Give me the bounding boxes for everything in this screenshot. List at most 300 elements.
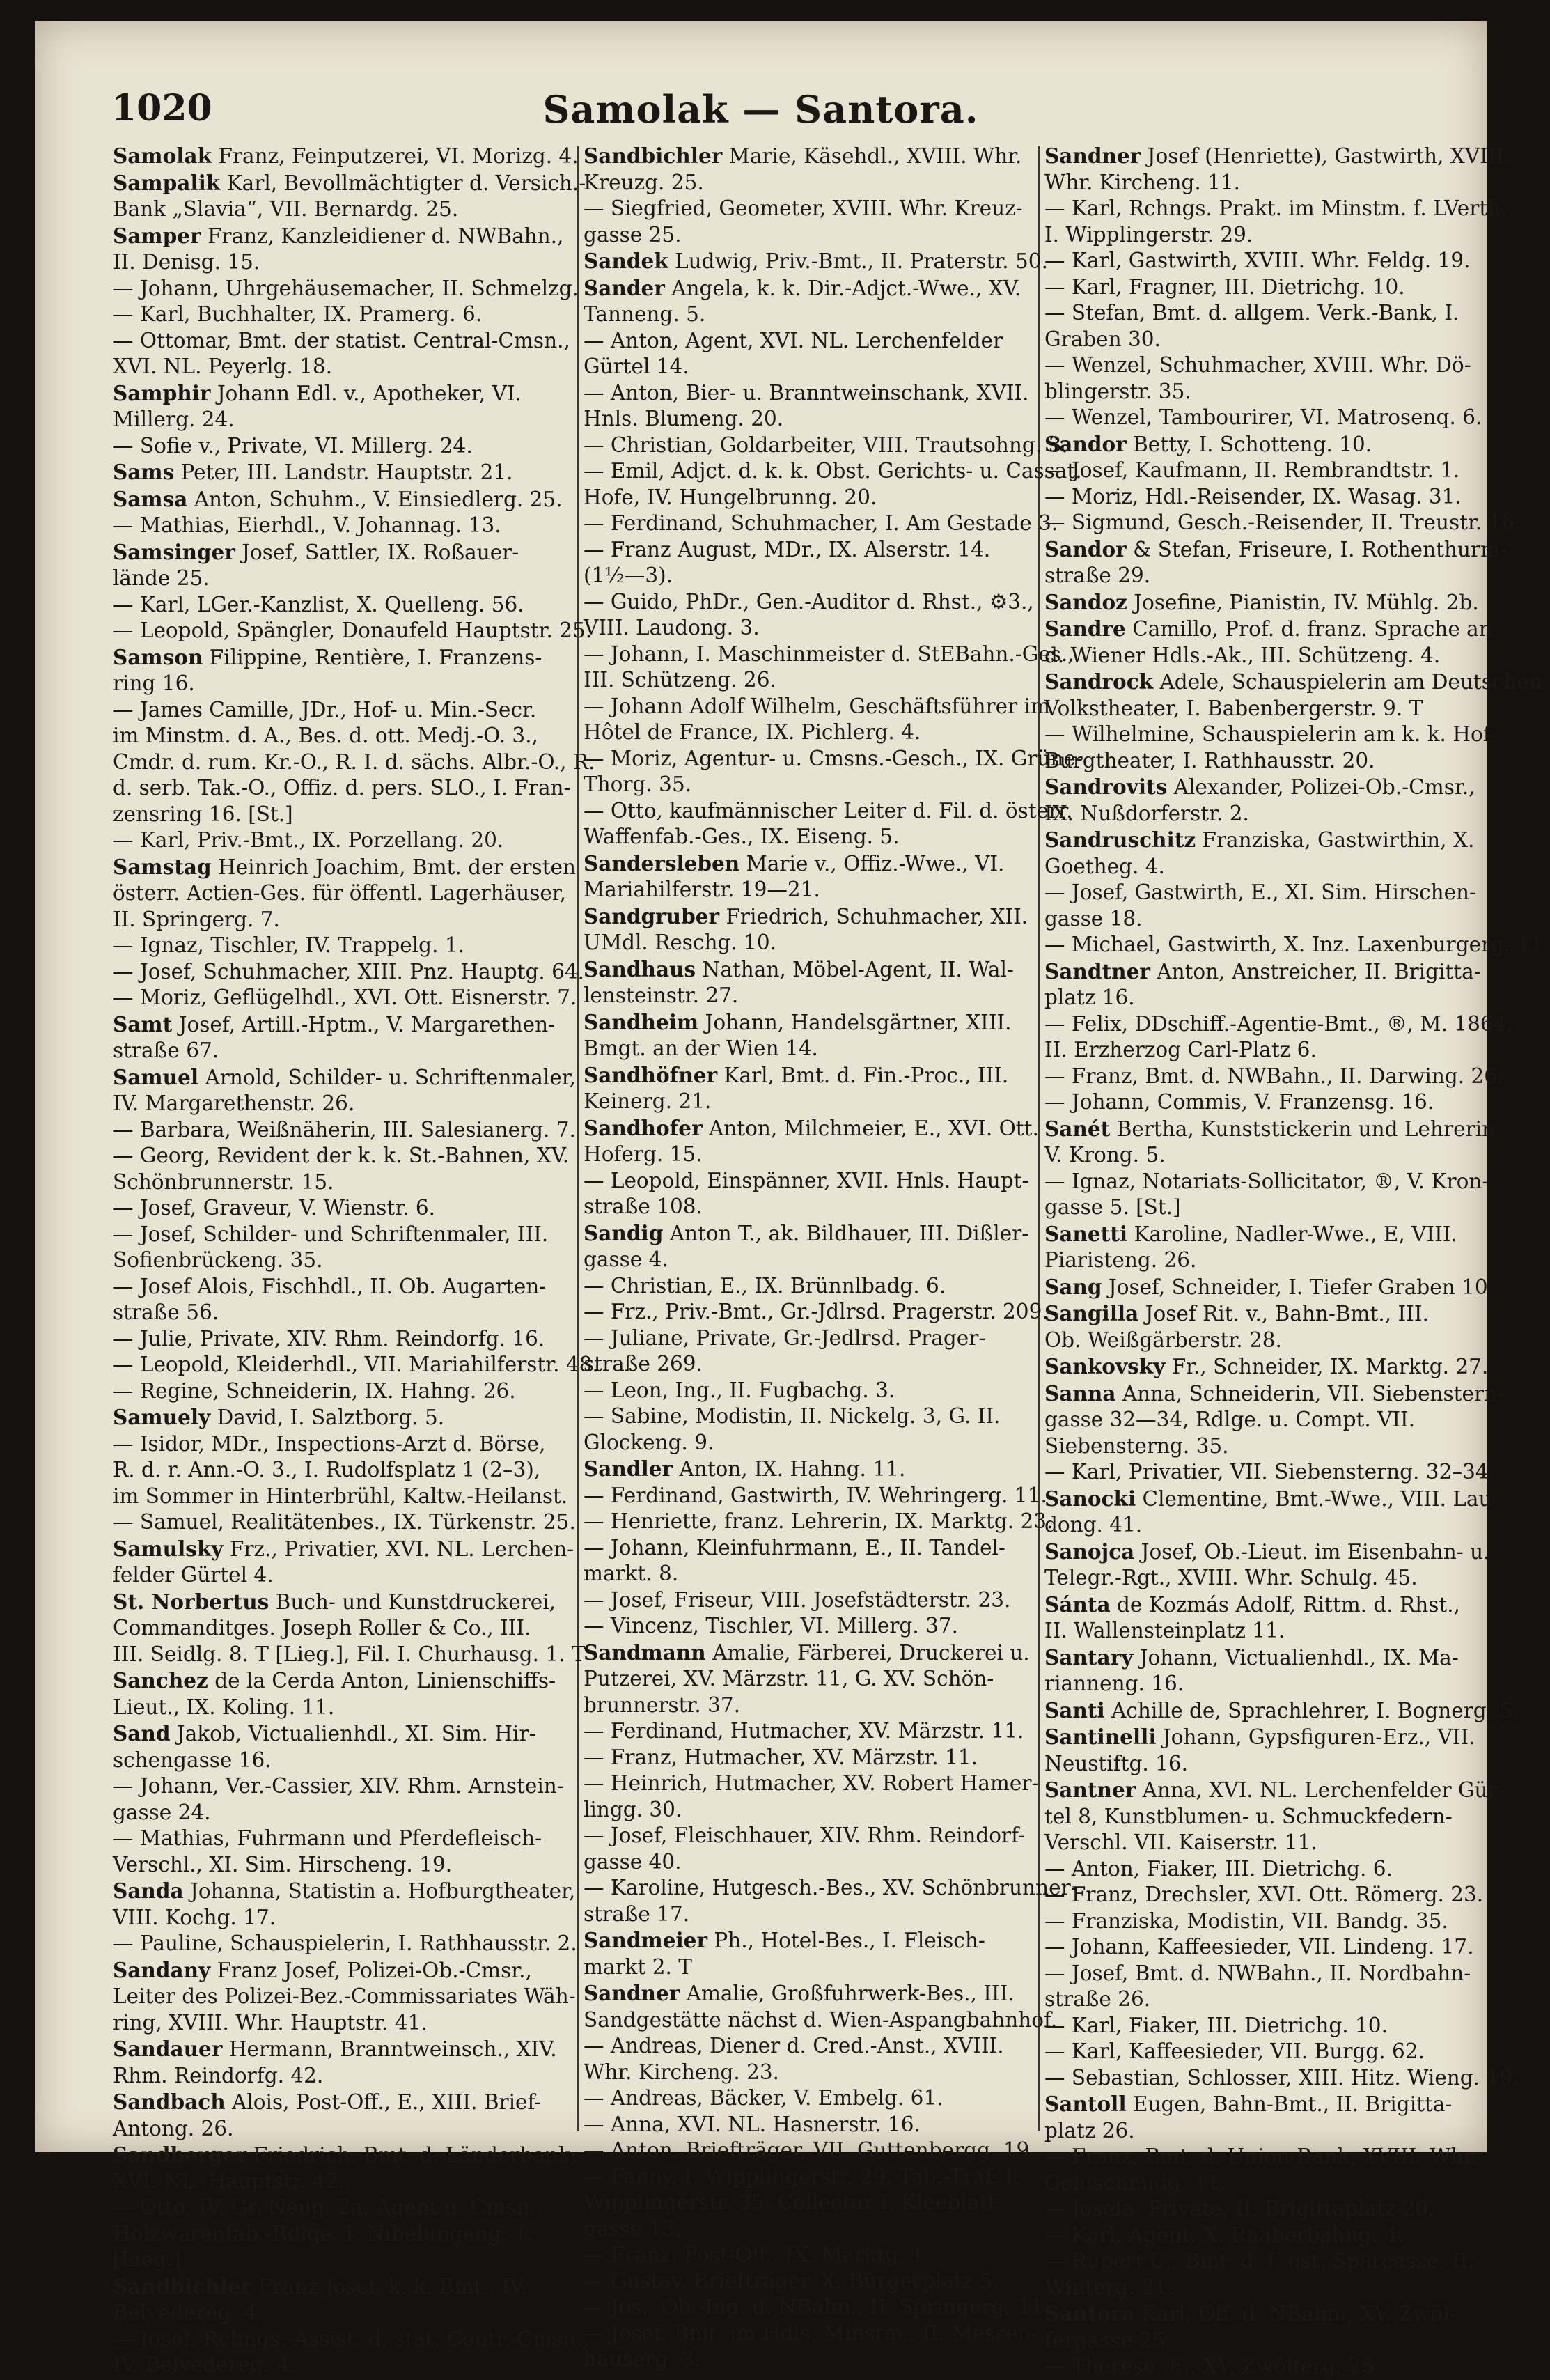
entry-heading-line — [1044, 774, 1497, 801]
entry-line — [1044, 563, 1497, 589]
entry-line — [1044, 906, 1497, 933]
entry-text: Putzerei, XV. Märzstr. 11, G. XV. Schön- — [584, 1667, 994, 1690]
entry-line — [1044, 1961, 1497, 1987]
entry-text: — Johann, Kaffeesieder, VII. Lindeng. 17. — [1044, 1935, 1474, 1959]
entry-text: lingg. 30. — [584, 1797, 682, 1821]
entry-text: VIII. Laudong. 3. — [584, 616, 760, 639]
surname: Samsa — [113, 486, 188, 511]
entry-text: Antong. 26. — [113, 2116, 234, 2140]
entry-text: Hoferg. 15. — [584, 1142, 703, 1166]
entry-text: — Anton, Briefträger, VII. Guttenbergg. 19. — [584, 2138, 1036, 2162]
entry-line — [1044, 458, 1497, 484]
entry-text: — Johann, Uhrgehäusemacher, II. Schmelzg. 3. — [113, 276, 605, 300]
entry-line — [584, 1718, 1036, 1745]
entry-text: Keinerg. 21. — [584, 1089, 712, 1113]
entry-line — [1044, 1247, 1497, 1274]
entry-heading-line — [1044, 2091, 1497, 2118]
entry-line — [1044, 2223, 1497, 2249]
surname: Sandek — [584, 249, 668, 273]
entry-line — [1044, 1934, 1497, 1961]
entry-text: — Karl, Priv.-Bmt., IX. Porzellang. 20. — [113, 828, 504, 852]
entry-heading-line — [584, 956, 1036, 983]
surname: Samolak — [113, 143, 212, 168]
entry-heading-line — [584, 143, 1036, 170]
entry-line — [584, 1954, 1036, 1981]
entry-text: — Johann, Ver.-Cassier, XIV. Rhm. Arnstein- — [113, 1774, 564, 1798]
entry-text: — Therese, E., XV. Zwölferg. 25. — [1044, 2354, 1381, 2378]
entry-text: Josef, Schneider, I. Tiefer Graben 10. — [1102, 1275, 1494, 1299]
entry-text: II. Erzherzog Carl-Platz 6. — [1044, 1038, 1317, 1061]
page-number: 1020 — [111, 87, 212, 130]
entry-text: — Franz, Bmt. d. Union-Bank, XVIII. Whr. — [1044, 2145, 1478, 2168]
entry-line — [1044, 1407, 1497, 1433]
surname: Sang — [1044, 1274, 1102, 1299]
entry-text: Amalie, Färberei, Druckerei u. — [705, 1640, 1030, 1665]
surname: St. Norbertus — [113, 1589, 269, 1614]
entry-text: — Anton, Fiaker, III. Dietrichg. 6. — [1044, 1856, 1393, 1881]
entry-heading-line — [1044, 1724, 1497, 1751]
entry-line — [584, 1693, 1036, 1719]
entry-line — [1044, 1882, 1497, 1908]
entry-line — [113, 2063, 565, 2090]
entry-line — [584, 2060, 1036, 2086]
entry-text: Graben 30. — [1044, 327, 1161, 351]
entry-line — [1044, 696, 1497, 722]
entry-line — [1044, 2170, 1497, 2197]
entry-text: — Andreas, Bäcker, V. Embelg. 61. — [584, 2086, 944, 2110]
entry-text: — Sebastian, Schlosser, XIII. Hitz. Wieng. 19. — [1044, 2065, 1519, 2090]
surname: Sandner — [584, 1981, 680, 2005]
entry-text: III. Seidlg. 8. T [Lieg.], Fil. I. Churhausg. 1. T — [113, 1642, 586, 1666]
entry-text: — Josef, Graveur, V. Wienstr. 6. — [113, 1196, 436, 1220]
entry-text: — Heinrich, Hutmacher, XV. Robert Hamer- — [584, 1771, 1039, 1795]
entry-line — [584, 930, 1036, 956]
entry-line — [113, 1143, 570, 1169]
entry-heading-line — [1044, 431, 1497, 458]
entry-text: Sandgestätte nächst d. Wien-Aspangbahnhof. — [584, 2007, 1058, 2032]
entry-line — [584, 1901, 1036, 1928]
column-divider — [577, 146, 579, 2131]
entry-heading-line — [584, 850, 1036, 878]
entry-text: straße 56. — [113, 1300, 219, 1324]
entry-text: — Isidor, MDr., Inspections-Arzt d. Börse, — [113, 1431, 546, 1456]
entry-line — [584, 1194, 1036, 1220]
entry-line — [1044, 1671, 1497, 1697]
entry-line — [584, 511, 1058, 537]
entry-line — [1044, 1804, 1497, 1830]
entry-line — [584, 2164, 1036, 2191]
entry-text: gasse 40. — [584, 1849, 682, 1874]
entry-heading-line — [1044, 958, 1497, 986]
entry-text: — Fanny, I. Wipplingerstr. 29, Tab.-Traf. I. — [584, 2164, 1020, 2188]
entry-text: — Josef, Kaufmann, II. Rembrandtstr. 1. — [1044, 458, 1460, 482]
surname: Santinelli — [1044, 1725, 1157, 1749]
entry-line — [113, 1247, 565, 1274]
entry-line — [584, 1561, 1036, 1587]
entry-text: Buch- und Kunstdruckerei, — [269, 1589, 556, 1614]
entry-line — [584, 2242, 1036, 2269]
entry-line — [1044, 1142, 1497, 1169]
entry-text: Verschl. VII. Kaiserstr. 11. — [1044, 1830, 1317, 1854]
surname: Sand — [113, 1721, 171, 1745]
entry-text: gasse 5. [St.] — [1044, 1195, 1181, 1219]
entry-text: XVI. NL. Peyerlg. 18. — [113, 355, 333, 378]
entry-heading-line — [584, 1980, 1036, 2007]
entry-text: — Karl, Privatier, VII. Siebensterng. 32–34. — [1044, 1460, 1495, 1484]
entry-text: Glockeng. 9. — [584, 1430, 714, 1454]
entry-text: — Franz, Drechsler, XVI. Ott. Römerg. 23. — [1044, 1883, 1484, 1906]
surname: Sandbach — [113, 2090, 226, 2114]
entry-text: blingerstr. 35. — [1044, 379, 1191, 403]
entry-heading-line — [113, 539, 565, 566]
entry-text: Johann, Handelsgärtner, XIII. — [698, 1010, 1012, 1034]
entry-text: — Sigmund, Gesch.-Reisender, II. Treustr. 16. — [1044, 511, 1521, 534]
entry-line — [1044, 352, 1497, 379]
entry-text: Franziska, Gastwirthin, X. — [1196, 828, 1475, 852]
entry-line — [113, 2195, 565, 2221]
entry-text: Hofe, IV. Hungelbrunng. 20. — [584, 485, 877, 509]
entry-line — [1044, 1751, 1497, 1778]
entry-line — [113, 1300, 565, 1326]
surname: Sanna — [1044, 1380, 1116, 1406]
entry-line — [584, 1509, 1054, 1535]
entry-heading-line — [113, 2142, 578, 2169]
entry-line — [113, 328, 570, 355]
entry-text: Belvedereg. 4. — [113, 2301, 264, 2324]
entry-text: Thorg. 35. — [584, 772, 692, 796]
entry-text: — Josefa, Private, II. Brigittaplatz 20. — [1044, 2197, 1435, 2220]
entry-text: Holzwarenfab.-Rdlge. I. Nibelungeng. 1. — [113, 2221, 534, 2246]
entry-heading-line — [113, 1720, 565, 1748]
entry-heading-line — [113, 1536, 574, 1563]
entry-text: — Jos., Ob.-Ing. d. NBahn., II. Springerg. 11. — [584, 2295, 1050, 2319]
entry-line — [113, 618, 593, 644]
entry-text: Karl, Bmt. d. Fin.-Proc., III. — [717, 1063, 1009, 1087]
entry-heading-line — [1044, 589, 1497, 616]
surname: Sandhofer — [584, 1115, 703, 1140]
entry-line — [584, 720, 1036, 746]
entry-text: IV. Margarethenstr. 26. — [113, 1091, 355, 1115]
entry-text: II. Wallensteinplatz 11. — [1044, 1619, 1285, 1642]
entry-text: — Anton, Bier- u. Branntweinschank, XVII. — [584, 380, 1029, 405]
entry-text: Whr. Kircheng. 23. — [584, 2060, 780, 2084]
surname: Sandruschitz — [1044, 827, 1196, 852]
entry-text: straße 269. — [584, 1352, 703, 1376]
entry-text: — Michael, Gastwirth, X. Inz. Laxenburgerg. 11. — [1044, 933, 1550, 956]
entry-line — [113, 1274, 565, 1300]
entry-line — [1044, 379, 1497, 405]
surname: Sangilla — [1044, 1301, 1139, 1325]
entry-line — [584, 824, 1036, 850]
entry-text: — Wenzel, Schuhmacher, XVIII. Whr. Dö- — [1044, 353, 1471, 377]
entry-text: IX. Nußdorferstr. 2. — [1044, 801, 1249, 825]
entry-heading-line — [113, 1404, 565, 1431]
entry-text: Josef, Artill.-Hptm., V. Margarethen- — [172, 1012, 556, 1036]
entry-line — [584, 380, 1036, 407]
entry-line — [584, 667, 1036, 694]
entry-line — [1044, 2144, 1497, 2170]
entry-text: — Andreas, Diener d. Cred.-Anst., XVIII. — [584, 2034, 1004, 2058]
entry-text: — Otto, IV. Gr. Neug. 2a, Agent u. Cmsn., — [113, 2195, 543, 2219]
entry-text: Anton, Schuhm., V. Einsiedlerg. 25. — [187, 487, 563, 511]
entry-heading-line — [113, 644, 565, 671]
entry-line — [584, 2321, 1036, 2347]
entry-text: straße 29. — [1044, 563, 1151, 587]
entry-text: Volkstheater, I. Babenbergerstr. 9. T — [1044, 696, 1423, 720]
entry-line — [1044, 801, 1497, 827]
entry-line — [584, 1089, 1036, 1115]
entry-line — [1044, 2118, 1497, 2145]
entry-text: Anna, Schneiderin, VII. Siebenstern- — [1115, 1381, 1505, 1406]
entry-line — [1044, 643, 1497, 669]
surname: Sandhöfner — [584, 1062, 718, 1087]
entry-line — [113, 985, 577, 1011]
entry-line — [113, 1615, 565, 1642]
entry-line — [113, 1748, 565, 1774]
entry-text: rianneng. 16. — [1044, 1672, 1184, 1695]
entry-text: — Leopold, Einspänner, XVII. Hnls. Haupt- — [584, 1168, 1029, 1192]
entry-text: Clementine, Bmt.-Wwe., VIII. Lau- — [1136, 1486, 1499, 1511]
entry-line — [113, 1431, 565, 1458]
entry-line — [1044, 1195, 1497, 1221]
entry-line — [113, 1222, 565, 1248]
surname: Sander — [584, 275, 665, 300]
entry-line — [1044, 510, 1521, 536]
entry-text: — Josef, Bmt. im Hdls. Minstm., II. Messen- — [584, 2321, 1038, 2345]
entry-text: Mariahilferstr. 19—21. — [584, 878, 820, 901]
entry-text: Wipplingerstr. 35, Collectur I. Kleeblatt- — [584, 2191, 1003, 2214]
entry-text: — Karl, LGer.-Kanzlist, X. Quelleng. 56. — [113, 592, 524, 616]
entry-text: Jakob, Victualienhdl., XI. Sim. Hir- — [170, 1722, 536, 1745]
entry-heading-line — [1044, 1274, 1497, 1301]
entry-line — [1044, 1986, 1497, 2013]
entry-line — [584, 1823, 1036, 1849]
entry-line — [1044, 170, 1497, 196]
entry-text: — Johann, I. Maschinmeister d. StEBahn.-Ges., — [584, 641, 1074, 666]
entry-line — [1044, 222, 1497, 249]
entry-line — [113, 1905, 565, 1931]
entry-line — [1044, 1328, 1497, 1354]
entry-text: — Johann Adolf Wilhelm, Geschäftsführer im — [584, 694, 1050, 718]
surname: Samper — [113, 223, 201, 248]
entry-heading-line — [1044, 1221, 1497, 1248]
entry-line — [113, 513, 565, 539]
entry-text: I. Wipplingerstr. 29. — [1044, 222, 1253, 247]
entry-line — [584, 563, 1036, 589]
entry-line — [584, 2085, 1036, 2112]
surname: Sandgruber — [584, 903, 720, 928]
entry-heading-line — [113, 223, 565, 250]
entry-text: — Anton, Agent, XVI. NL. Lerchenfelder — [584, 328, 1003, 352]
entry-text: Franz Josef, k. k. Bmt., IV. — [251, 2274, 528, 2299]
entry-line — [113, 2300, 565, 2326]
surname: Sanetti — [1044, 1221, 1128, 1246]
page-header — [35, 21, 1487, 139]
entry-text: Anton, Milchmeier, E., XVI. Ott. — [702, 1116, 1039, 1140]
entry-heading-line — [113, 1957, 565, 1984]
surname: Sandauer — [113, 2037, 223, 2061]
entry-text: gasse 25. — [584, 222, 682, 247]
entry-text: & Stefan, Friseure, I. Rothenthurm- — [1126, 537, 1508, 561]
entry-line — [1044, 1565, 1497, 1592]
entry-text: Friedrich, Schuhmacher, XII. — [719, 904, 1028, 928]
entry-line — [113, 933, 565, 959]
entry-text: — Karl, Rchngs. Prakt. im Minstm. f. LVerth., — [1044, 196, 1514, 220]
entry-text: — Felix, DDschiff.-Agentie-Bmt., ®, M. 1864, — [1044, 1011, 1513, 1036]
entry-text: Anton, IX. Hahng. 11. — [673, 1457, 906, 1481]
entry-text: Leiter des Polizei-Bez.-Commissariates Wäh- — [113, 1984, 576, 2008]
entry-line — [113, 907, 565, 933]
surname: Sanét — [1044, 1116, 1111, 1141]
surname: Sandor — [1044, 536, 1127, 561]
entry-text: platz 26. — [1044, 2118, 1135, 2142]
entry-text: — Moriz, Hdl.-Reisender, IX. Wasag. 31. — [1044, 484, 1462, 508]
entry-line — [584, 2294, 1050, 2321]
entry-text: Millerg. 24. — [113, 407, 235, 431]
entry-text: d. Wiener Hdls.-Ak., III. Schützeng. 4. — [1044, 643, 1441, 667]
entry-line — [113, 697, 565, 724]
entry-heading-line — [584, 1115, 1039, 1142]
surname: Sandor — [1044, 431, 1127, 456]
entry-text: straße 26. — [1044, 1987, 1151, 2011]
entry-heading-line — [113, 1589, 565, 1616]
entry-text: ring, XVIII. Whr. Hauptstr. 41. — [113, 2010, 428, 2035]
entry-text: Anton T., ak. Bildhauer, III. Dißler- — [663, 1221, 1029, 1245]
surname: Samphir — [113, 380, 211, 405]
entry-text: gasse 24. — [113, 1800, 211, 1824]
entry-line — [584, 1535, 1036, 1562]
entry-text: Adele, Schauspielerin am Deutschen — [1153, 670, 1542, 694]
surname: Sankovsky — [1044, 1354, 1166, 1378]
entry-text: Whr. Kircheng. 11. — [1044, 170, 1241, 194]
entry-line — [113, 433, 565, 460]
entry-line — [113, 749, 595, 776]
entry-text: Camillo, Prof. d. franz. Sprache an — [1125, 617, 1492, 641]
entry-text: — Franz, Hutmacher, XV. Märzstr. 11. — [584, 1745, 978, 1769]
entry-line — [113, 1826, 565, 1852]
entry-text: — Mathias, Eierhdl., V. Johannag. 13. — [113, 513, 501, 537]
entry-text: Fr., Schneider, IX. Marktg. 27. — [1165, 1355, 1489, 1378]
entry-line — [113, 1852, 565, 1879]
entry-line — [584, 2033, 1036, 2060]
entry-line — [584, 1378, 1036, 1404]
surname: Sandmeier — [584, 1928, 707, 1952]
entry-line — [584, 1351, 1036, 1378]
entry-text: — Rupert C., Bmt. d. I. öst. Sparcasse, II. — [1044, 2249, 1475, 2273]
entry-text: Anna, XVI. NL. Lerchenfelder Gür- — [1136, 1778, 1505, 1802]
entry-heading-line — [1044, 1644, 1497, 1672]
entry-text: Burgtheater, I. Rathhausstr. 20. — [1044, 748, 1375, 772]
entry-text: — Josef, Schuhmacher, XIII. Pnz. Hauptg. 64. — [113, 959, 585, 983]
entry-line — [113, 775, 571, 802]
entry-text: — Wilhelmine, Schauspielerin am k. k. Hof- — [1044, 722, 1497, 746]
entry-text: im Sommer in Hinterbrühl, Kaltw.-Heilanst. — [113, 1484, 568, 1508]
entry-text: III. Schützeng. 26. — [584, 668, 776, 692]
entry-line — [1044, 274, 1497, 301]
entry-text: IV. Belvedereg. 4. — [113, 2353, 296, 2377]
surname: Sandtner — [1044, 958, 1150, 983]
entry-heading-line — [584, 1927, 1036, 1954]
entry-text: — Ferdinand, Hutmacher, XV. Märzstr. 11. — [584, 1719, 1024, 1743]
entry-text: lände 25. — [113, 566, 210, 590]
entry-heading-line — [1044, 1486, 1497, 1513]
entry-text: Nathan, Möbel-Agent, II. Wal- — [696, 957, 1014, 981]
entry-text: — Henriette, franz. Lehrerin, IX. Marktg. 23. — [584, 1509, 1054, 1533]
entry-line — [584, 1036, 1036, 1062]
entry-line — [113, 2169, 565, 2195]
entry-text: — Franziska, Modistin, VII. Bandg. 35. — [1044, 1908, 1448, 1933]
entry-text: — Mathias, Fuhrmann und Pferdefleisch- — [113, 1826, 542, 1850]
entry-text: [Lieg.] — [113, 2248, 181, 2271]
entry-text: Johann, Gypsfiguren-Erz., VII. — [1156, 1725, 1475, 1749]
entry-line — [113, 723, 565, 749]
entry-heading-line — [1044, 143, 1511, 170]
surname: Samson — [113, 644, 203, 669]
surname: Sandberger — [113, 2142, 247, 2167]
entry-text: zensring 16. [St.] — [113, 802, 293, 826]
entry-text: — Josef, Fleischhauer, XIV. Rhm. Reindorf- — [584, 1823, 1025, 1847]
entry-text: Franz, Kanzleidiener d. NWBahn., — [201, 224, 564, 248]
entry-line — [584, 589, 1036, 616]
surname: Sandbichler — [113, 2273, 252, 2299]
entry-text: Commanditges. Joseph Roller & Co., III. — [113, 1616, 531, 1640]
entry-text: — Josef, Gastwirth, E., XI. Sim. Hirschen- — [1044, 880, 1477, 904]
entry-text: — Ferdinand, Schuhmacher, I. Am Gestade 3. — [584, 511, 1058, 535]
entry-heading-line — [1044, 1380, 1505, 1408]
entry-line — [584, 2112, 1036, 2138]
entry-line — [584, 328, 1036, 355]
entry-heading-line — [584, 903, 1036, 931]
entry-text: — Julie, Private, XIV. Rhm. Reindorfg. 16. — [113, 1326, 545, 1351]
entry-text: — Karl, Fragner, III. Dietrichg. 10. — [1044, 274, 1405, 299]
entry-line — [1044, 1830, 1497, 1856]
entry-line — [113, 1695, 565, 1721]
entry-text: Waffenfab.-Ges., IX. Eiseng. 5. — [584, 825, 900, 848]
entry-line — [584, 1483, 1047, 1509]
entry-text: gasse 32—34, Rdlge. u. Compt. VII. — [1044, 1408, 1416, 1431]
entry-text: Angela, k. k. Dir.-Adjct.-Wwe., XV. — [664, 276, 1021, 300]
entry-heading-line — [584, 1062, 1036, 1089]
entry-line — [113, 1169, 565, 1196]
entry-line — [113, 1931, 577, 1957]
entry-line — [1044, 2354, 1497, 2380]
entry-text: Hnls. Blumeng. 20. — [584, 407, 784, 430]
entry-line — [584, 1587, 1036, 1614]
entry-text: gasse 4. — [584, 1247, 668, 1271]
entry-text: — Gustav, Briefträger, X. Bürgerplatz 5. — [584, 2269, 999, 2293]
entry-text: UMdl. Reschg. 10. — [584, 931, 777, 954]
entry-heading-line — [113, 854, 576, 881]
entry-line — [584, 1849, 1036, 1876]
entry-line — [1044, 2196, 1497, 2223]
entry-line — [113, 196, 565, 223]
entry-heading-line — [584, 1640, 1036, 1667]
entry-text: felder Gürtel 4. — [113, 1563, 274, 1587]
entry-heading-line — [1044, 1353, 1497, 1380]
entry-heading-line — [113, 459, 565, 486]
surname: Sandig — [584, 1220, 664, 1245]
entry-line — [1044, 2275, 1497, 2301]
entry-text: David, I. Salztborg. 5. — [210, 1406, 445, 1429]
entry-text: Franz Josef, Polizei-Ob.-Cmsr., — [210, 1958, 532, 1982]
entry-text: österr. Actien-Ges. für öffentl. Lagerhäuser, — [113, 881, 567, 905]
entry-line — [1044, 1856, 1497, 1883]
surname: Sanchez — [113, 1668, 208, 1693]
entry-text: Bank „Slavia“, VII. Bernardg. 25. — [113, 197, 459, 221]
entry-line — [584, 302, 1036, 328]
entry-line — [584, 1771, 1039, 1797]
entry-text: — Karl, Kaffeesieder, VII. Burgg. 62. — [1044, 2039, 1425, 2063]
